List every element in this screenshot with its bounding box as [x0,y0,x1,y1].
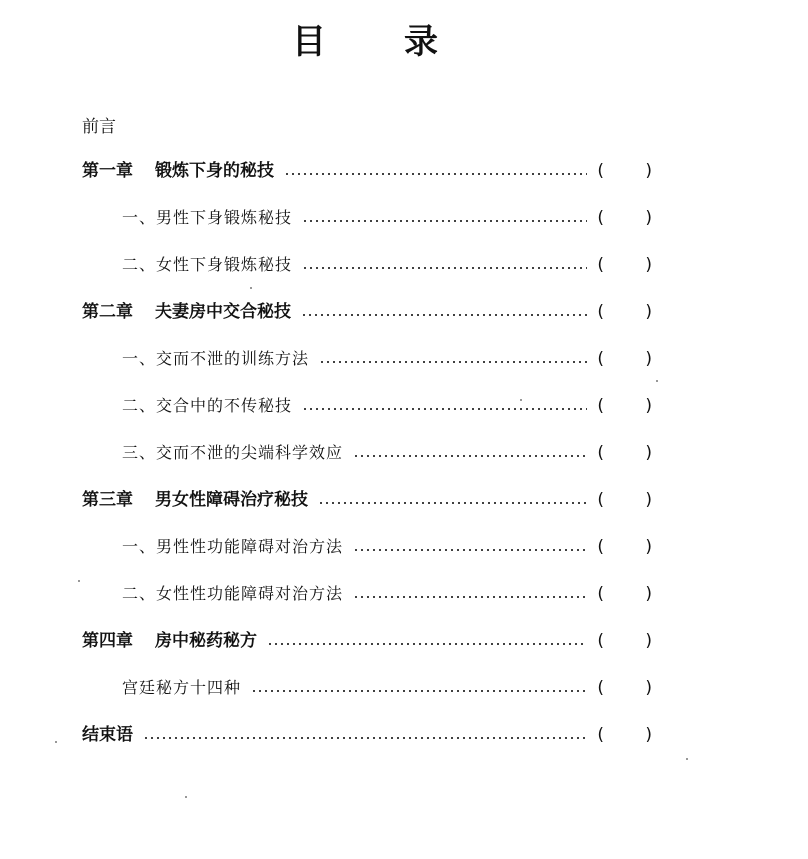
dot-leader [318,502,587,504]
toc-chapter-label [82,156,274,186]
dot-leader [353,596,587,598]
toc-chapter-number: 第三章 [82,490,133,510]
toc-chapter-number: 第二章 [82,302,133,322]
scan-speck [55,741,57,743]
toc-page-number: ( ) [597,208,670,228]
toc-section-title: 二、交合中的不传秘技 [122,396,293,415]
toc-chapter-label [82,485,308,515]
toc-section-2-2 [122,391,670,421]
dot-leader [302,267,587,269]
toc-section-2-1 [122,344,670,374]
toc-chapter-title: 房中秘药秘方 [155,631,257,651]
toc-chapter-3 [82,485,670,515]
dot-leader [301,314,587,316]
toc-chapter-label [82,297,291,327]
dot-leader [143,737,587,739]
toc-preface [82,112,116,142]
toc-page-number: ( ) [597,678,670,698]
dot-leader [251,690,587,692]
dot-leader [284,173,587,175]
toc-closing [82,720,670,750]
toc-section-title: 宫廷秘方十四种 [122,678,242,697]
toc-preface-label: 前言 [82,117,116,137]
toc-page-number: ( ) [597,537,670,557]
title-char-2: 录 [404,22,438,62]
toc-section-1-2 [122,250,670,280]
toc-section-title: 一、交而不泄的训练方法 [122,349,310,368]
toc-section-3-2 [122,579,670,609]
toc-chapter-number: 第一章 [82,161,133,181]
dot-leader [319,361,587,363]
toc-chapter-1 [82,156,670,186]
toc-section-3-1 [122,532,670,562]
dot-leader [302,220,587,222]
toc-page-number: ( ) [597,584,670,604]
scan-speck [656,380,658,382]
toc-page-number: ( ) [597,349,670,369]
toc-chapter-title: 夫妻房中交合秘技 [155,302,291,322]
toc-section-title: 一、男性性功能障碍对治方法 [122,537,344,556]
dot-leader [353,549,587,551]
toc-section-title: 二、女性下身锻炼秘技 [122,255,293,274]
toc-closing-title: 结束语 [82,725,133,745]
page-title [0,20,808,64]
dot-leader [267,643,587,645]
toc-chapter-number: 第四章 [82,631,133,651]
toc-page-number: ( ) [597,490,670,510]
toc-chapter-4 [82,626,670,656]
toc-section-1-1 [122,203,670,233]
toc-page-number: ( ) [597,396,670,416]
title-char-1: 目 [292,22,326,62]
toc-page-number: ( ) [597,631,670,651]
scan-speck [185,796,187,798]
toc-page-number: ( ) [597,302,670,322]
toc-chapter-title: 锻炼下身的秘技 [155,161,274,181]
dot-leader [353,455,587,457]
toc-chapter-title: 男女性障碍治疗秘技 [155,490,308,510]
scan-speck [250,287,252,289]
toc-page-number: ( ) [597,443,670,463]
toc-page-number: ( ) [597,255,670,275]
toc-chapter-label [82,626,257,656]
toc-section-title: 三、交而不泄的尖端科学效应 [122,443,344,462]
toc-section-title: 二、女性性功能障碍对治方法 [122,584,344,603]
toc-page-number: ( ) [597,161,670,181]
toc-section-title: 一、男性下身锻炼秘技 [122,208,293,227]
toc-section-2-3 [122,438,670,468]
scan-speck [78,580,80,582]
scan-speck [686,758,688,760]
toc-section-4-1 [122,673,670,703]
toc-chapter-2 [82,297,670,327]
dot-leader [302,408,587,410]
toc-page-number: ( ) [597,725,670,745]
scan-speck [520,399,522,401]
